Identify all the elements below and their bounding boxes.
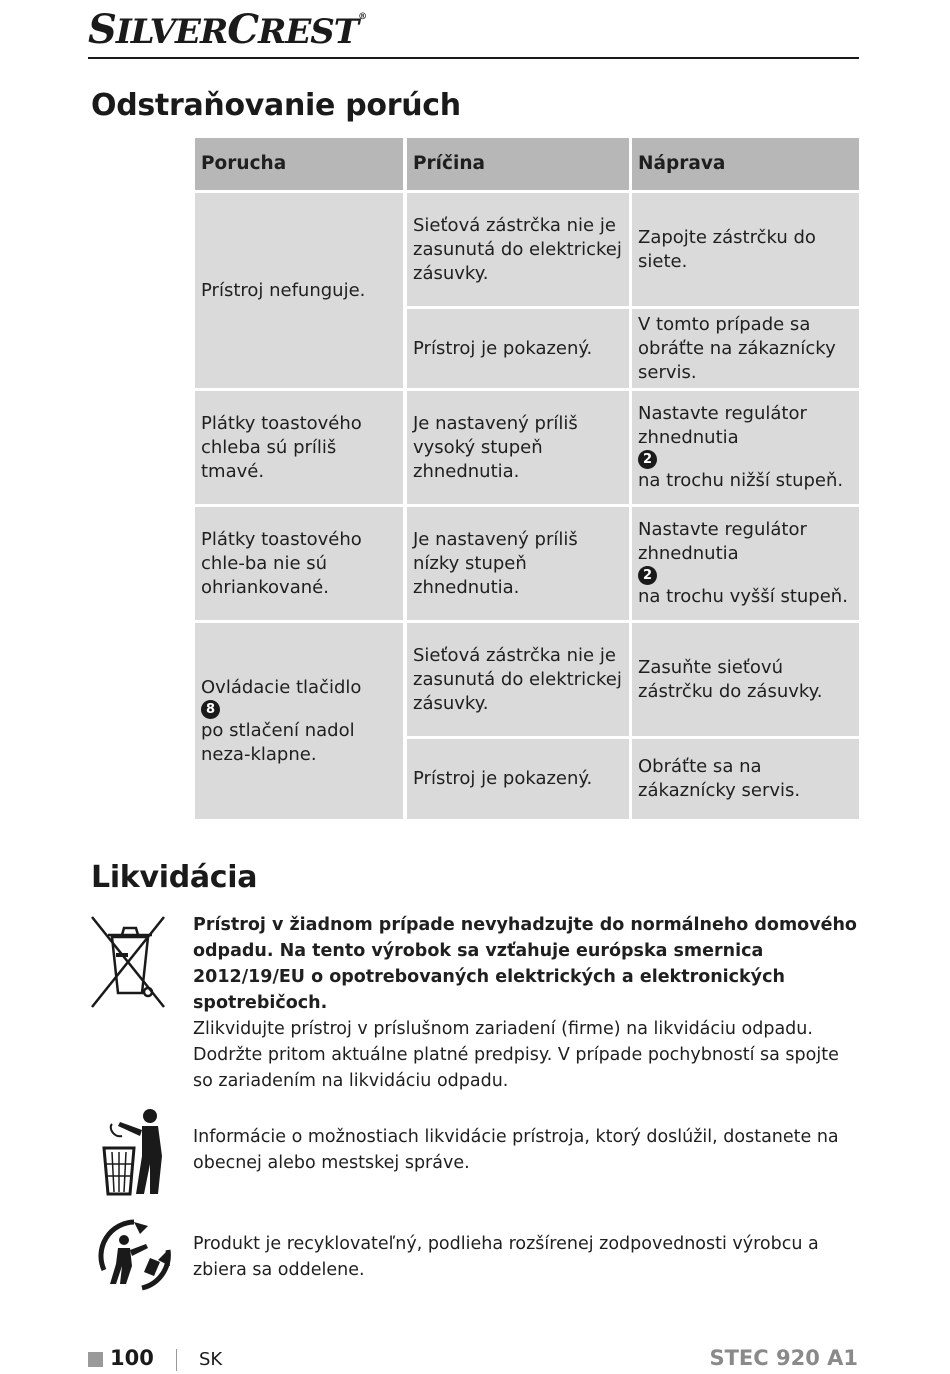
footer-separator (176, 1349, 177, 1371)
disposal-title: Likvidácia (91, 860, 258, 895)
control-number-badge: 2 (638, 566, 657, 585)
troubleshooting-table (195, 138, 859, 819)
header-fault: Porucha (195, 138, 403, 190)
table-cell-cause: Je nastavený príliš vysoký stupeň zhnednutia. (407, 391, 629, 504)
table-cell-remedy: V tomto prípade sa obráťte na zákaznícky servis. (632, 309, 859, 388)
header-cause: Príčina (407, 138, 629, 190)
table-row-fault: Ovládacie tlačidlo 8 po stlačení nadol neza-klapne. (195, 623, 403, 819)
page-number: 100 (110, 1346, 154, 1370)
troubleshooting-title: Odstraňovanie porúch (91, 88, 461, 123)
table-cell-remedy: Nastavte regulátor zhnednutia 2 na trochu vyšší stupeň. (632, 507, 859, 620)
weee-instruction-text: Zlikvidujte prístroj v príslušnom zariadení (firme) na likvidáciu odpadu. Dodržte pritom aktuálne platné predpisy. V prípade pochybností sa spojte so zariadením na likvidáciu odpadu. (193, 1019, 839, 1091)
header-remedy: Náprava (632, 138, 859, 190)
footer-square (88, 1352, 103, 1367)
table-cell-remedy: Zapojte zástrčku do siete. (632, 193, 859, 306)
table-cell-cause: Prístroj je pokazený. (407, 309, 629, 388)
crossed-bin-icon (90, 915, 166, 1009)
brand-logo: SILVERCREST® (88, 6, 367, 53)
table-cell-cause: Sieťová zástrčka nie je zasunutá do elektrickej zásuvky. (407, 623, 629, 736)
table-cell-cause: Sieťová zástrčka nie je zasunutá do elektrickej zásuvky. (407, 193, 629, 306)
table-row-fault: Plátky toastového chle-ba nie sú ohriankované. (195, 507, 403, 620)
language-code: SK (199, 1349, 223, 1370)
table-cell-cause: Je nastavený príliš nízky stupeň zhnednutia. (407, 507, 629, 620)
recycle-text: Produkt je recyklovateľný, podlieha rozšírenej zodpovednosti výrobcu a zbiera sa oddelene. (193, 1234, 819, 1280)
header-rule (88, 57, 859, 59)
table-row-fault: Prístroj nefunguje. (195, 193, 403, 388)
table-cell-remedy: Zasuňte sieťovú zástrčku do zásuvky. (632, 623, 859, 736)
control-number-badge: 2 (638, 450, 657, 469)
recycle-person-icon (96, 1218, 174, 1292)
model-number: STEC 920 A1 (709, 1346, 858, 1370)
table-row-fault: Plátky toastového chleba sú príliš tmavé. (195, 391, 403, 504)
info-disposal-text: Informácie o možnostiach likvidácie prístroja, ktorý doslúžil, dostanete na obecnej alebo mestskej správe. (193, 1127, 839, 1173)
table-cell-cause: Prístroj je pokazený. (407, 739, 629, 819)
table-cell-remedy: Nastavte regulátor zhnednutia 2 na trochu nižší stupeň. (632, 391, 859, 504)
weee-warning-text: Prístroj v žiadnom prípade nevyhadzujte do normálneho domového odpadu. Na tento výrobok sa vzťahuje európska smernica 2012/19/EU o opotrebovaných elektrických a elektronických spotrebičoch. (193, 915, 857, 1013)
table-cell-remedy: Obráťte sa na zákaznícky servis. (632, 739, 859, 819)
control-number-badge: 8 (201, 700, 220, 719)
litter-bin-person-icon (100, 1108, 170, 1196)
